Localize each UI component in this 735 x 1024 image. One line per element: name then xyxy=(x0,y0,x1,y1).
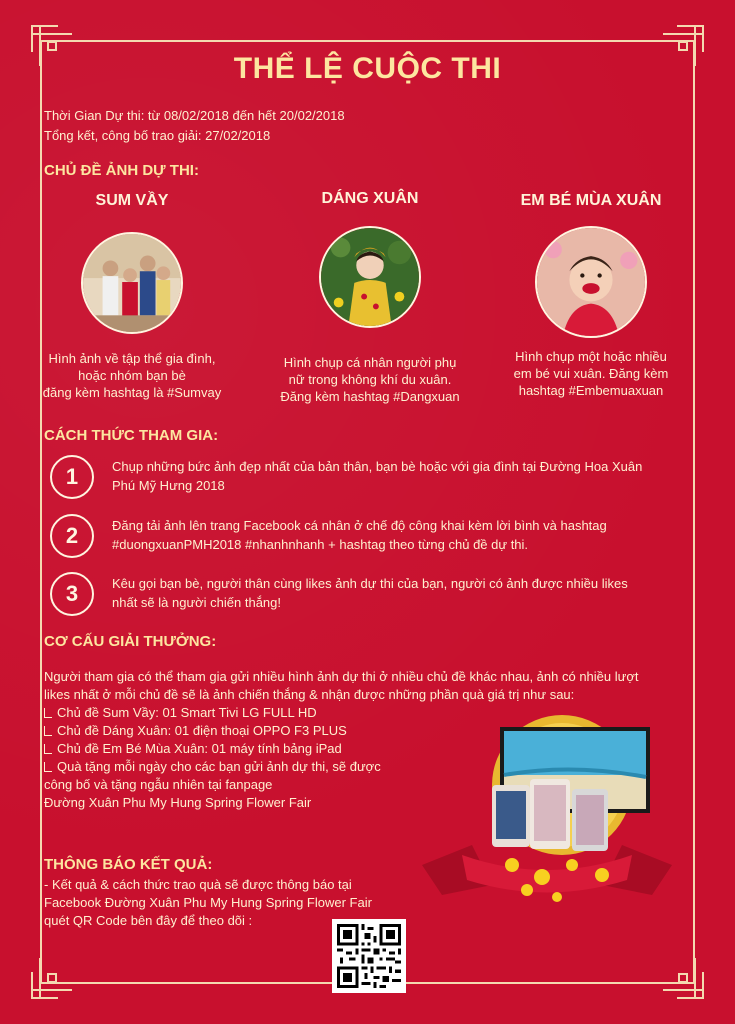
step-2 xyxy=(50,514,690,558)
page-title: THỂ LỆ CUỘC THI xyxy=(233,52,502,85)
prize-item-tv: Chủ đề Sum Vầy: 01 Smart Tivi LG FULL HD xyxy=(44,704,444,722)
theme-description: Hình ảnh về tập thể gia đình, hoặc nhóm bạn bè đăng kèm hashtag là #Sumvay xyxy=(42,351,222,400)
step-1 xyxy=(50,455,690,499)
prize-item-daily-gift: Quà tặng mỗi ngày cho các bạn gửi ảnh dự thi, sẽ được xyxy=(44,758,444,776)
result-heading: THÔNG BÁO KẾT QUẢ: xyxy=(44,856,213,873)
step-number: 2 xyxy=(50,514,94,558)
prize-item-phone: Chủ đề Dáng Xuân: 01 điện thoại OPPO F3 PLUS xyxy=(44,722,444,740)
contest-dates xyxy=(44,106,345,146)
prizes-illustration-icon xyxy=(412,715,682,915)
prizes-heading: CƠ CẤU GIẢI THƯỞNG: xyxy=(44,633,217,650)
qr-code-icon[interactable] xyxy=(332,919,406,993)
step-3 xyxy=(50,572,690,616)
theme-em-be-mua-xuan xyxy=(491,192,691,399)
corner-ornament-icon xyxy=(663,958,707,1002)
prize-item-fanpage: Đường Xuân Phu My Hung Spring Flower Fair xyxy=(44,795,312,810)
step-text: Kêu gọi bạn bè, người thân cùng likes ảnh dự thi của bạn, người có ảnh được nhiều likes nhất sẽ là người chiến thắng! xyxy=(112,576,628,610)
step-text: Đăng tải ảnh lên trang Facebook cá nhân ở chế độ công khai kèm lời bình và hashtag #duongxuanPMH2018 #nhanhnhanh + hashtag theo từng chủ đề dự thi. xyxy=(112,518,607,552)
theme-name: DÁNG XUÂN xyxy=(321,190,419,207)
step-number: 3 xyxy=(50,572,94,616)
step-text: Chụp những bức ảnh đẹp nhất của bản thân, bạn bè hoặc với gia đình tại Đường Hoa Xuân Phú Mỹ Hưng 2018 xyxy=(112,459,643,493)
announcement-date: Tổng kết, công bố trao giải: 27/02/2018 xyxy=(44,128,271,143)
prize-item-tablet: Chủ đề Em Bé Mùa Xuân: 01 máy tính bảng iPad xyxy=(44,740,444,758)
prize-intro: Người tham gia có thể tham gia gửi nhiều hình ảnh dự thi ở nhiều chủ đề khác nhau, ảnh có nhiều lượt likes nhất ở mỗi chủ đề sẽ là ảnh chiến thắng & nhận được những phần quà giá trị như sau: xyxy=(44,669,639,702)
themes-heading: CHỦ ĐỀ ẢNH DỰ THI: xyxy=(44,162,199,179)
prize-item-daily-gift-cont: công bố và tặng ngẫu nhiên tại fanpage xyxy=(44,777,273,792)
woman-photo-icon xyxy=(319,226,421,328)
result-text: - Kết quả & cách thức trao quà sẽ được thông báo tại Facebook Đường Xuân Phu My Hung Spring Flower Fair quét QR Code bên đây để theo dõi : xyxy=(44,877,372,928)
theme-description: Hình chụp cá nhân người phụ nữ trong không khí du xuân. Đăng kèm hashtag #Dangxuan xyxy=(280,355,460,404)
step-number: 1 xyxy=(50,455,94,499)
family-photo-icon xyxy=(81,232,183,334)
theme-name: EM BÉ MÙA XUÂN xyxy=(520,192,662,209)
theme-name: SUM VẦY xyxy=(95,192,169,209)
corner-ornament-icon xyxy=(28,958,72,1002)
prize-list xyxy=(44,704,444,812)
theme-sum-vay xyxy=(32,192,232,401)
participation-heading: CÁCH THỨC THAM GIA: xyxy=(44,427,219,444)
theme-description: Hình chụp một hoặc nhiều em bé vui xuân. Đăng kèm hashtag #Embemuaxuan xyxy=(513,349,669,398)
submission-period: Thời Gian Dự thi: từ 08/02/2018 đến hết 20/02/2018 xyxy=(44,108,345,123)
theme-dang-xuan xyxy=(270,190,470,405)
baby-photo-icon xyxy=(535,226,647,338)
